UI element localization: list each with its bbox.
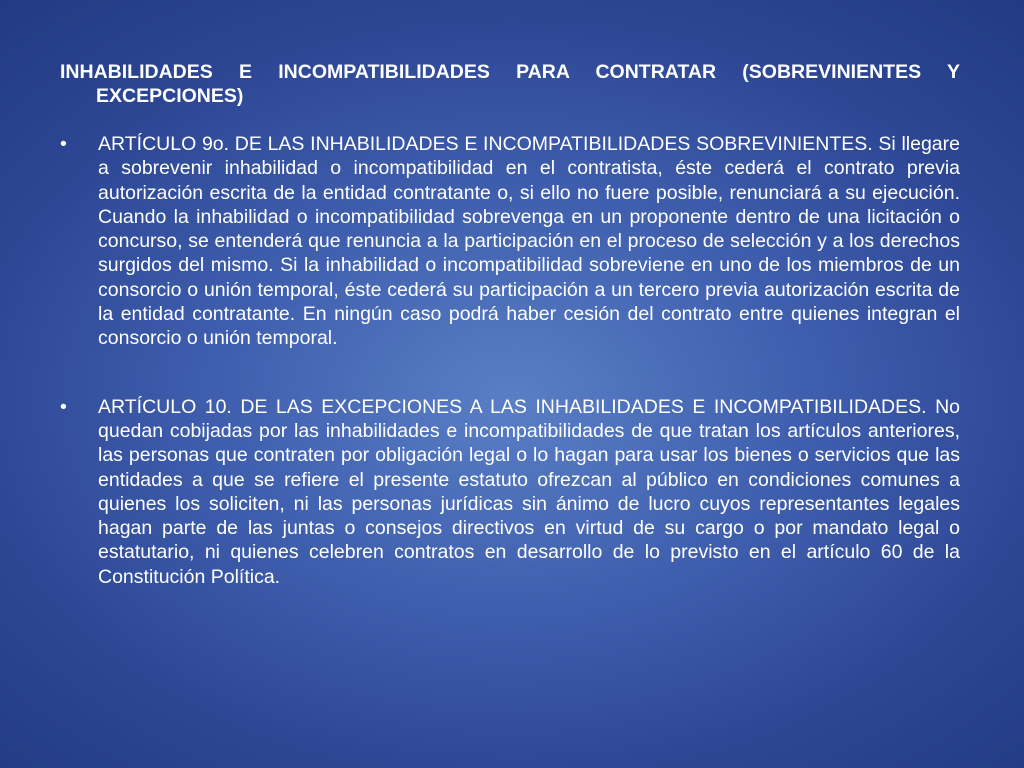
slide-title: INHABILIDADES E INCOMPATIBILIDADES PARA CONTRATAR (SOBREVINIENTES Y EXCEPCIONES) <box>60 61 960 107</box>
article-9-text: ARTÍCULO 9o. DE LAS INHABILIDADES E INCOMPATIBILIDADES SOBREVINIENTES. Si llegare a sobrevenir inhabilidad o incompatibilidad en el contratista, éste cederá el contrato previa autorización escrita de la entidad contratante o, si ello no fuere posible, renunciará a su ejecución. Cuando la inhabilidad o incompatibilidad sobrevenga en un proponente dentro de una licitación o concurso, se entenderá que renuncia a la participación en el proceso de selección y a los derechos surgidos del mismo. Si la inhabilidad o incompatibilidad sobreviene en uno de los miembros de un consorcio o unión temporal, éste cederá su participación a un tercero previa autorización escrita de la entidad contratante. En ningún caso podrá haber cesión del contrato entre quienes integran el consorcio o unión temporal. <box>98 133 960 350</box>
article-10-item <box>60 395 960 589</box>
slide-content <box>60 60 960 589</box>
article-10-text: ARTÍCULO 10. DE LAS EXCEPCIONES A LAS INHABILIDADES E INCOMPATIBILIDADES. No quedan cobijadas por las inhabilidades e incompatibilidades de que tratan los artículos anteriores, las personas que contraten por obligación legal o lo hagan para usar los bienes o servicios que las entidades a que se refiere el presente estatuto ofrezcan al público en condiciones comunes a quienes los soliciten, ni las personas jurídicas sin ánimo de lucro cuyos representantes legales hagan parte de las juntas o consejos directivos en virtud de su cargo o por mandato legal o estatutario, ni quienes celebren contratos en desarrollo de lo previsto en el artículo 60 de la Constitución Política. <box>98 395 960 588</box>
bullet-icon: • <box>60 395 67 418</box>
bullet-icon: • <box>60 133 67 155</box>
article-list <box>60 132 960 589</box>
article-9-item <box>60 132 960 351</box>
